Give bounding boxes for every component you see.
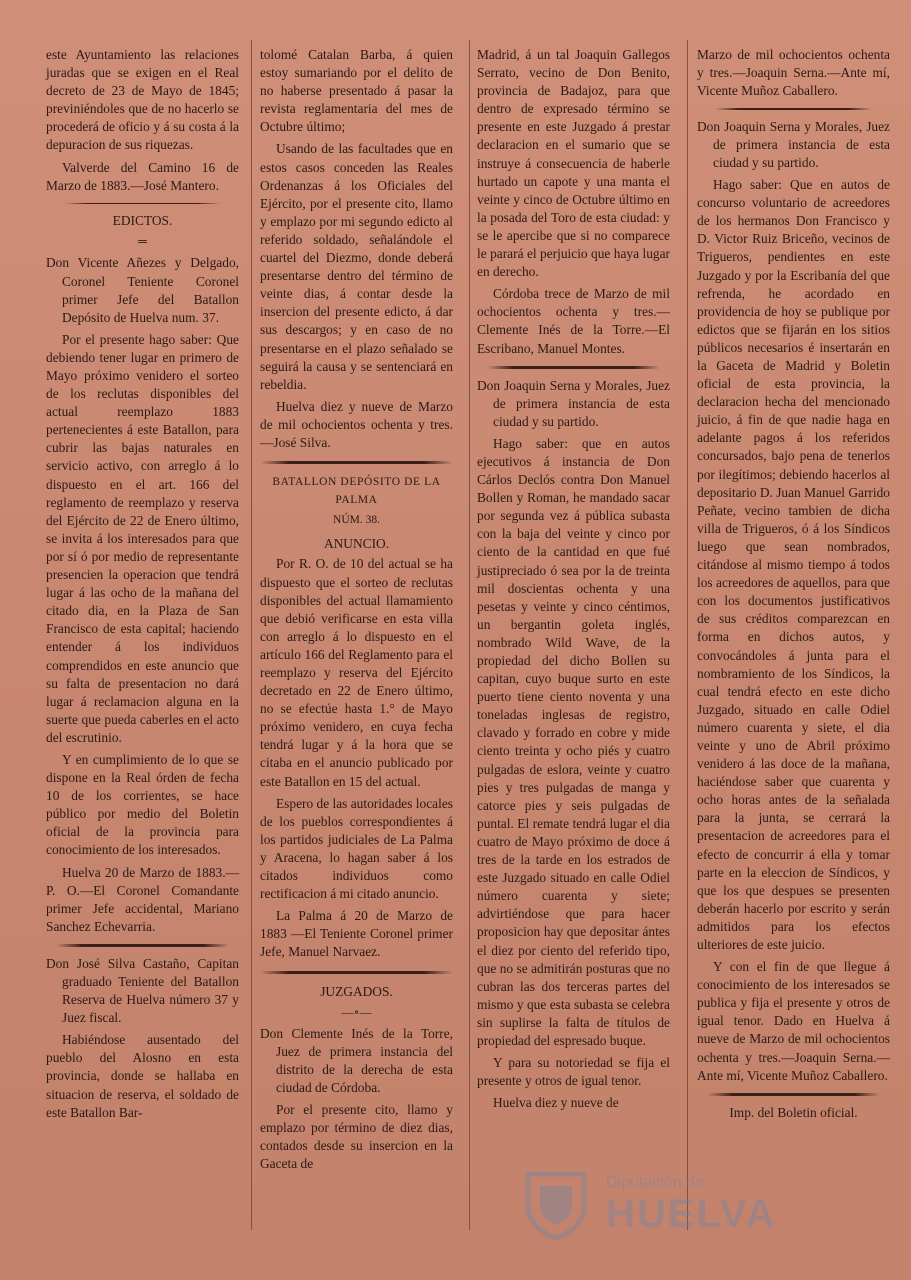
paragraph: Y con el fin de que llegue á conocimiento de los interesados se publica y fija el presente y otros de igual tenor. Dado en Huelva á nueve de Marzo de mil ochocientos ochenta y tres.—Joaquin Serna.—Ante mí, Vicente Muñoz Caballero. xyxy=(697,959,890,1083)
paragraph: Espero de las autoridades locales de los pueblos correspondientes á los partidos judiciales de La Palma y Aracena, lo hagan saber á los citados individuos como rectificacion á mi citado anuncio. xyxy=(260,795,453,902)
column-2 xyxy=(260,46,453,1177)
paragraph: Habiéndose ausentado del pueblo del Alosno en esta provincia, donde se hallaba en situacion de reserva, el soldado de este Batallon Bar- xyxy=(46,1032,239,1120)
section-rule xyxy=(487,366,660,369)
ornament: —∘— xyxy=(341,1004,372,1019)
section-rule xyxy=(64,203,221,205)
paragraph: Hago saber: que en autos ejecutivos á instancia de Don Cárlos Declós contra Don Manuel Bollen y Roman, he mandado sacar por segunda vez á pública subasta con la baja del veinte y cinco por ciento de la cantidad en que fué justipreciado ó sea por la de treinta mil doscientas ochenta y una pesetas y veinte y cinco céntimos, un bergantin goleta inglés, nombrado Wild Wave, de la propiedad del dicho Bollen su capitan, cuyo buque surto en este puerto tiene ciento noventa y una toneladas inglesas de registro, clavado y forrado en cobre y mide ciento treinta y ocho piés y cuatro pulgadas de eslora, veinte y cuatro pies y tres pulgadas de manga y catorce pies y seis pulgadas de puntal. El remate tendrá lugar el dia cuatro de Mayo próximo de doce á tres de la tarde en los estrados de este Juzgado situado en calle Odiel número cuarenta y siete; advirtiéndose que para hacer proposicion hay que depositar ántes el diez por ciento del referido tipo, que no se admitirán posturas que no cubran las dos terceras partes del mismo y que esta subasta se celebra sin suplirse la falta de títulos de propiedad del espresado buque. xyxy=(477,435,670,1048)
section-subheading: NÚM. 38. xyxy=(333,514,380,527)
paragraph: Y en cumplimiento de lo que se dispone en la Real órden de fecha 10 de los corrientes, se hace público por medio del Boletin oficial de la provincia para conocimiento de los interesados. xyxy=(46,751,239,858)
column-divider xyxy=(251,40,252,1230)
column-1 xyxy=(46,46,239,1126)
edict-header: Don Joaquin Serna y Morales, Juez de primera instancia de esta ciudad y su partido. xyxy=(697,118,890,170)
section-heading-batallon: BATALLON DEPÓSITO DE LA PALMA xyxy=(272,476,441,507)
paragraph: Hago saber: Que en autos de concurso voluntario de acreedores de los hermanos Don Francisco y D. Victor Ruiz Briceño, vecinos de Trigueros, pendientes en este Juzgado y por la Escribanía del que refrenda, he acordado en providencia de hoy se publique por edictos que se fijarán en los sitios públicos necesarios é insertarán en la Gaceta de Madrid y Boletin oficial de esta provincia, la declaracion hecha del mencionado juicio, á fin de que nadie haga en adelante pagos á los referidos concursados, bajo pena de tenerlos por ilegítimos; debiendo hacerlos al depositario D. Juan Manuel Garrido Peñate, vecino tambien de dicha villa de Trigueros, ó á los Síndicos luego que sean nombrados, citándose al mismo tiempo á todos los acreedores de aquellos, para que con los documentos justificativos de sus créditos comparezcan en forma en dichos autos, y convocándoles á junta para el nombramiento de los Síndicos, la cual tendrá efecto en este dicho Juzgado, situado en calle Odiel número cuarenta y siete, el dia veinte y uno de Abril próximo venidero á las doce de la mañana, haciéndose saber que cuarenta y ocho horas antes de la señalada para la junta, se cerrará la presentacion de acreedores para el efecto de concurrir á ella y tomar parte en la eleccion de Síndicos, y que los que despues se presenten deberán hacerlo por escrito y serán admitidos para los efectos ulteriores de este juicio. xyxy=(697,177,891,952)
watermark-title: HUELVA xyxy=(606,1192,777,1236)
paragraph: tolomé Catalan Barba, á quien estoy sumariando por el delito de no haberse presentado á pasar la revista reglamentaria del mes de Octubre último; xyxy=(260,47,453,135)
signature: Huelva 20 de Marzo de 1883.—P. O.—El Coronel Comandante primer Jefe accidental, Mariano Sanchez Echevarria. xyxy=(46,864,239,934)
section-rule xyxy=(56,944,229,947)
section-rule xyxy=(260,971,453,974)
edict-header: Don Clemente Inés de la Torre, Juez de primera instancia del distrito de la derecha de esta ciudad de Córdoba. xyxy=(260,1025,453,1095)
column-divider xyxy=(469,40,470,1230)
paragraph: Por el presente hago saber: Que debiendo tener lugar en primero de Mayo próximo venidero el sorteo de los reclutas disponibles del actual reemplazo 1883 pertenecientes á este Batallon, para cubrir las bajas naturales en servicio activo, con arreglo á lo dispuesto en el art. 166 del reglamento de reemplazo y reserva del Ejército de 22 de Enero último, se invita á los interesados para que por sí ó por medio de representante presencien la operacion que tendrá lugar á las ocho de la mañana del citado dia, en la Plaza de San Francisco de esta capital; haciendo entender á los individuos comprendidos en este anuncio que su falta de presentacion no dará lugar á reclamacion alguna en la suerte que pueda caberles en el acto del escrutinio. xyxy=(46,331,239,745)
column-divider xyxy=(687,40,688,1230)
section-heading-anuncio: ANUNCIO. xyxy=(323,536,390,552)
ornament: ═ xyxy=(138,234,147,249)
paragraph: este Ayuntamiento las relaciones juradas que se exigen en el Real decreto de 23 de Mayo de 1845; previniéndoles que de no hacerlo se procederá de oficio y á su costa á la depuracion de sus riquezas. xyxy=(46,47,239,153)
section-heading-juzgados: JUZGADOS. xyxy=(320,983,393,999)
paragraph: Huelva diez y nueve de xyxy=(493,1095,619,1111)
paragraph: Por R. O. de 10 del actual se ha dispuesto que el sorteo de reclutas disponibles del actual llamamiento que debió verificarse en esta villa con arreglo á lo dispuesto en el artículo 166 del Reglamento para el reemplazo y reserva del Ejército decretado en 22 de Enero último, no se efectúe hasta 1.° de Mayo próximo venidero, en cuya fecha tendrá lugar y á la hora que se citaba en el anuncio publicado por este Batallon en 15 del actual. xyxy=(260,556,453,789)
section-heading-edictos: EDICTOS. xyxy=(112,213,173,229)
watermark-label: Diputación de xyxy=(606,1174,704,1191)
shield-icon xyxy=(520,1168,592,1240)
column-4 xyxy=(697,46,890,1122)
edict-header: Don José Silva Castaño, Capitan graduado Teniente del Batallon Reserva de Huelva número 37 y Juez fiscal. xyxy=(46,955,239,1026)
paragraph: Madrid, á un tal Joaquin Gallegos Serrato, vecino de Don Benito, provincia de Badajoz, para que dentro de expresado término se presente en este Juzgado á prestar declaracion en el sumario que se instruye á consecuencia de haberle hurtado un capote y una manta el veinte y cinco de Octubre último en la posada del Toro de esta ciudad: y se le apercibe que si no comparece le parará el perjuicio que haya lugar en derecho. xyxy=(477,47,670,280)
signature: Huelva diez y nueve de Marzo de mil ochocientos ochenta y tres.—José Silva. xyxy=(260,398,453,450)
signature: Córdoba trece de Marzo de mil ochocientos ochenta y tres.—Clemente Inés de la Torre.—El Escribano, Manuel Montes. xyxy=(477,286,670,356)
section-rule xyxy=(260,461,453,464)
edict-header: Don Joaquin Serna y Morales, Juez de primera instancia de esta ciudad y su partido. xyxy=(477,377,670,429)
section-rule xyxy=(707,1093,880,1096)
signature: La Palma á 20 de Marzo de 1883 —El Teniente Coronel primer Jefe, Manuel Narvaez. xyxy=(260,908,453,960)
column-3 xyxy=(477,46,670,1116)
section-rule xyxy=(715,108,872,110)
paragraph: Usando de las facultades que en estos casos conceden las Reales Ordenanzas á los Oficiales del Ejército, por el presente cito, llamo y emplazo por mi segundo edicto al referido soldado, señalándole el cuartel del Diezmo, donde deberá presentarse dentro del término de veinte dias, á contar desde la insercion del presente edicto, á dar sus descargos; y en caso de no presentarse en el plazo señalado se seguirá la causa y se sentenciará en rebeldia. xyxy=(260,141,453,392)
printer-imprint: Imp. del Boletin oficial. xyxy=(729,1104,858,1120)
dateline: Valverde del Camino 16 de Marzo de 1883.—José Mantero. xyxy=(46,159,239,193)
edict-header: Don Vicente Añezes y Delgado, Coronel Teniente Coronel primer Jefe del Batallon Depósito de Huelva num. 37. xyxy=(46,255,239,325)
paragraph: Y para su notoriedad se fija el presente y otros de igual tenor. xyxy=(477,1055,670,1089)
archive-watermark xyxy=(520,1168,880,1240)
signature: Marzo de mil ochocientos ochenta y tres.—Joaquin Serna.—Ante mí, Vicente Muñoz Caballero. xyxy=(697,47,890,99)
paragraph: Por el presente cito, llamo y emplazo por término de diez dias, contados desde su insercion en la Gaceta de xyxy=(260,1102,453,1172)
